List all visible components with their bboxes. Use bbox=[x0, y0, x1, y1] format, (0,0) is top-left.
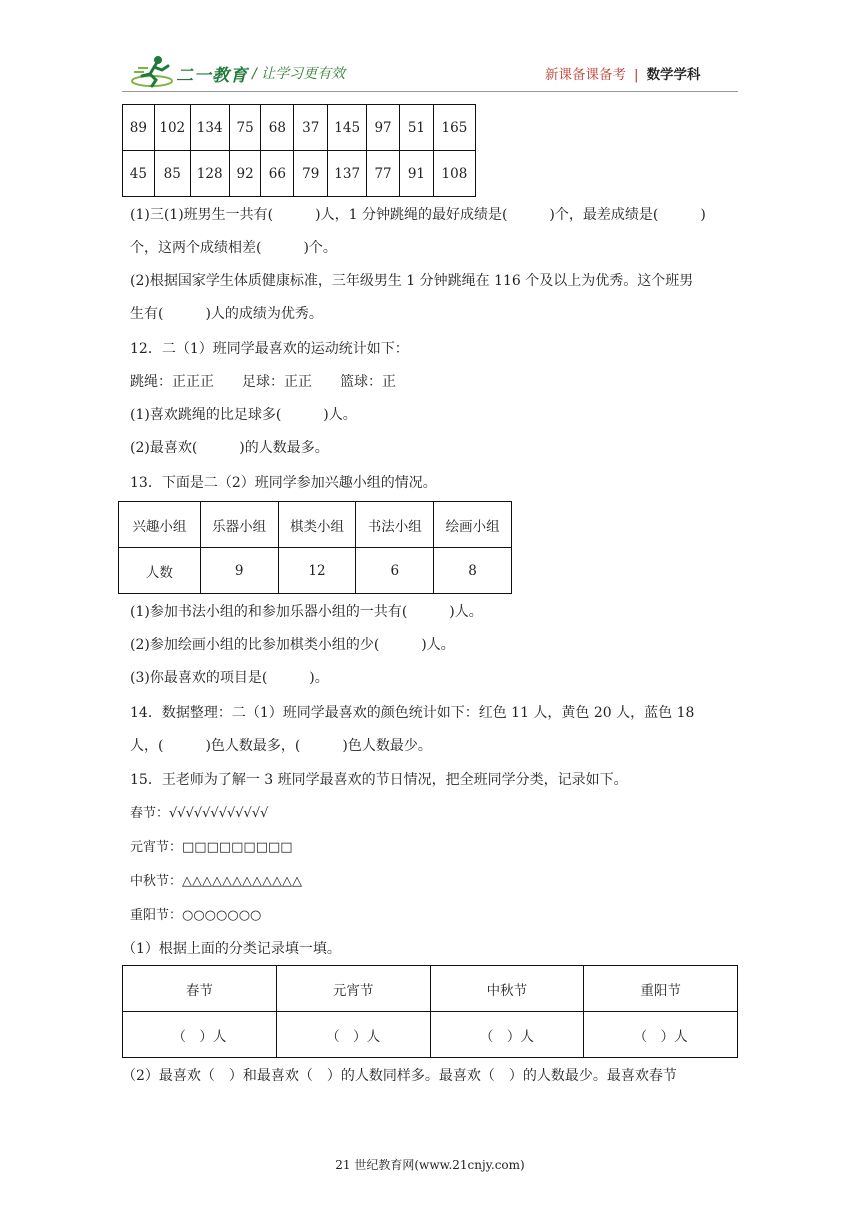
festival-table bbox=[122, 965, 738, 1058]
q11-part1-line1: (1)三(1)班男生一共有( )人，1 分钟跳绳的最好成绩是( )个，最差成绩是( ) bbox=[130, 207, 706, 223]
table-cell: 97 bbox=[367, 105, 400, 151]
q15-chongyang-tally: 重阳节：○○○○○○○ bbox=[130, 908, 262, 923]
table-header: 绘画小组 bbox=[434, 502, 512, 548]
table-cell: 102 bbox=[154, 105, 190, 151]
interest-group-table bbox=[118, 501, 512, 594]
header-separator: | bbox=[634, 67, 639, 83]
table-cell: 137 bbox=[328, 151, 367, 197]
table-cell: 91 bbox=[399, 151, 433, 197]
table-cell: 人数 bbox=[119, 548, 201, 594]
q15-midautumn-tally: 中秋节：△△△△△△△△△△△△ bbox=[130, 874, 302, 889]
table-cell: 89 bbox=[123, 105, 155, 151]
table-cell: 75 bbox=[229, 105, 261, 151]
table-cell: 79 bbox=[294, 151, 328, 197]
q15-sub2: （2）最喜欢（ ）和最喜欢（ ）的人数同样多。最喜欢（ ）的人数最少。最喜欢春节 bbox=[122, 1068, 677, 1084]
q14-line1: 14．数据整理：二（1）班同学最喜欢的颜色统计如下：红色 11 人，黄色 20 人，蓝色 18 bbox=[130, 705, 695, 721]
table-cell: 66 bbox=[261, 151, 294, 197]
table-cell: 145 bbox=[328, 105, 367, 151]
header-tagline: 新课备课备考 bbox=[545, 67, 626, 83]
table-cell: 8 bbox=[434, 548, 512, 594]
table-cell: 85 bbox=[154, 151, 190, 197]
table-cell: 77 bbox=[367, 151, 400, 197]
q15-title: 15．王老师为了解一 3 班同学最喜欢的节日情况，把全班同学分类，记录如下。 bbox=[130, 772, 628, 788]
table-cell: 6 bbox=[356, 548, 434, 594]
table-header: 重阳节 bbox=[584, 966, 738, 1012]
q13-title: 13．下面是二（2）班同学参加兴趣小组的情况。 bbox=[130, 475, 437, 491]
q14-line2: 人，( )色人数最多，( )色人数最少。 bbox=[130, 738, 432, 754]
table-cell: 68 bbox=[261, 105, 294, 151]
q13-part2: (2)参加绘画小组的比参加棋类小组的少( )人。 bbox=[130, 637, 455, 653]
table-cell: 128 bbox=[190, 151, 229, 197]
table-header: 乐器小组 bbox=[200, 502, 278, 548]
table-cell: 108 bbox=[433, 151, 475, 197]
answer-cell: （ ）人 bbox=[276, 1012, 430, 1058]
table-cell: 45 bbox=[123, 151, 155, 197]
header-right bbox=[545, 63, 701, 83]
answer-cell: （ ）人 bbox=[584, 1012, 738, 1058]
table-header: 春节 bbox=[123, 966, 277, 1012]
table-cell: 9 bbox=[200, 548, 278, 594]
q12-stats: 跳绳：正正正 足球：正正 篮球：正 bbox=[130, 374, 396, 390]
table-header: 元宵节 bbox=[276, 966, 430, 1012]
q11-part2-line1: (2)根据国家学生体质健康标准，三年级男生 1 分钟跳绳在 116 个及以上为优秀。这个班男 bbox=[130, 273, 694, 289]
header-subject: 数学学科 bbox=[646, 67, 701, 83]
table-cell: 37 bbox=[294, 105, 328, 151]
jump-rope-table bbox=[122, 104, 476, 197]
answer-cell: （ ）人 bbox=[430, 1012, 584, 1058]
table-cell: 165 bbox=[433, 105, 475, 151]
q12-title: 12．二（1）班同学最喜欢的运动统计如下： bbox=[130, 341, 409, 357]
table-header: 书法小组 bbox=[356, 502, 434, 548]
q12-part1: (1)喜欢跳绳的比足球多( )人。 bbox=[130, 407, 357, 423]
q15-spring-tally: 春节：√√√√√√√√√√√√ bbox=[130, 806, 269, 821]
q11-part2-line2: 生有( )人的成绩为优秀。 bbox=[130, 306, 323, 322]
q11-part1-line2: 个，这两个成绩相差( )个。 bbox=[130, 240, 337, 256]
table-cell: 134 bbox=[190, 105, 229, 151]
table-header: 中秋节 bbox=[430, 966, 584, 1012]
table-cell: 92 bbox=[229, 151, 261, 197]
page-footer: 21 世纪教育网(www.21cnjy.com) bbox=[335, 1158, 525, 1172]
q13-part3: (3)你最喜欢的项目是( )。 bbox=[130, 670, 329, 686]
q15-sub1: （1）根据上面的分类记录填一填。 bbox=[122, 941, 341, 957]
header-divider bbox=[122, 91, 738, 92]
table-header: 棋类小组 bbox=[278, 502, 356, 548]
answer-cell: （ ）人 bbox=[123, 1012, 277, 1058]
table-header: 兴趣小组 bbox=[119, 502, 201, 548]
q13-part1: (1)参加书法小组的和参加乐器小组的一共有( )人。 bbox=[130, 604, 483, 620]
table-cell: 12 bbox=[278, 548, 356, 594]
q15-lantern-tally: 元宵节：□□□□□□□□□ bbox=[130, 840, 293, 855]
table-cell: 51 bbox=[399, 105, 433, 151]
slogan: / 让学习更有效 bbox=[252, 66, 346, 82]
q12-part2: (2)最喜欢( )的人数最多。 bbox=[130, 440, 329, 456]
brand-name: 二一教育 bbox=[176, 66, 248, 86]
